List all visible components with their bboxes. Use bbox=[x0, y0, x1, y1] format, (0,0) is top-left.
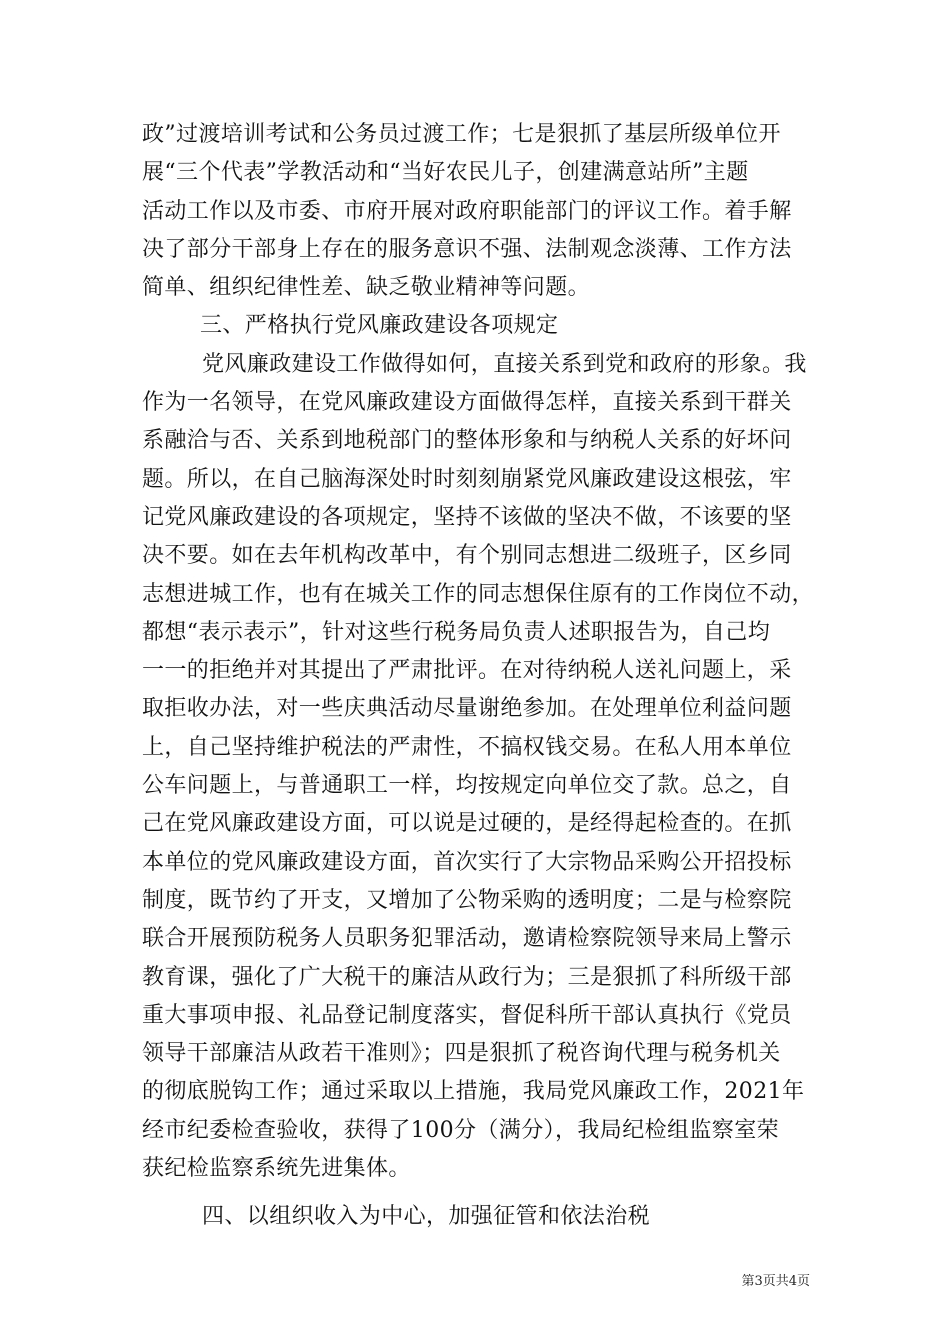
paragraph-line: 制度，既节约了开支，又增加了公物采购的透明度；二是与检察院 bbox=[142, 887, 792, 913]
paragraph-line: 记党风廉政建设的各项规定，坚持不该做的坚决不做，不该要的坚 bbox=[142, 504, 792, 530]
paragraph-line: 题。所以，在自己脑海深处时时刻刻崩紧党风廉政建设这根弦，牢 bbox=[142, 466, 792, 492]
text-line: 简单、组织纪律性差、缺乏敬业精神等问题。 bbox=[142, 275, 591, 301]
paragraph-line: 都想“表示表示”，针对这些行税务局负责人述职报告为，自己均 bbox=[142, 619, 771, 645]
paragraph-line: 本单位的党风廉政建设方面，首次实行了大宗物品采购公开招投标 bbox=[142, 849, 792, 875]
document-body bbox=[142, 116, 815, 1237]
paragraph-line: 公车问题上，与普通职工一样，均按规定向单位交了款。总之，自 bbox=[142, 773, 792, 799]
text-line: 展“三个代表”学教活动和“当好农民儿子，创建满意站所”主题 bbox=[142, 160, 749, 186]
paragraph-line: 的彻底脱钩工作；通过采取以上措施，我局党风廉政工作，2021年 bbox=[142, 1079, 805, 1105]
section-heading-3: 三、严格执行党风廉政建设各项规定 bbox=[200, 313, 559, 339]
paragraph-line: 获纪检监察系统先进集体。 bbox=[142, 1156, 411, 1182]
paragraph-line: 经市纪委检查验收，获得了100分（满分），我局纪检组监察室荣 bbox=[142, 1117, 779, 1143]
paragraph-line: 决不要。如在去年机构改革中，有个别同志想进二级班子，区乡同 bbox=[142, 543, 792, 569]
paragraph-line: 联合开展预防税务人员职务犯罪活动，邀请检察院领导来局上警示 bbox=[142, 926, 792, 952]
paragraph-line: 作为一名领导，在党风廉政建设方面做得怎样，直接关系到干群关 bbox=[142, 390, 792, 416]
paragraph-line: 教育课，强化了广大税干的廉洁从政行为；三是狠抓了科所级干部 bbox=[142, 964, 792, 990]
paragraph-line: 系融洽与否、关系到地税部门的整体形象和与纳税人关系的好坏问 bbox=[142, 428, 792, 454]
paragraph-line: 党风廉政建设工作做得如何，直接关系到党和政府的形象。我 bbox=[202, 351, 807, 377]
text-line: 政”过渡培训考试和公务员过渡工作；七是狠抓了基层所级单位开 bbox=[142, 122, 781, 147]
paragraph-line: 上，自己坚持维护税法的严肃性，不搞权钱交易。在私人用本单位 bbox=[142, 734, 792, 760]
text-line: 活动工作以及市委、市府开展对政府职能部门的评议工作。着手解 bbox=[142, 198, 792, 224]
paragraph-line: 一一的拒绝并对其提出了严肃批评。在对待纳税人送礼问题上，采 bbox=[142, 658, 792, 684]
paragraph-line: 己在党风廉政建设方面，可以说是过硬的，是经得起检查的。在抓 bbox=[142, 811, 792, 837]
text-line: 决了部分干部身上存在的服务意识不强、法制观念淡薄、工作方法 bbox=[142, 236, 792, 262]
paragraph-line: 重大事项申报、礼品登记制度落实，督促科所干部认真执行《党员 bbox=[142, 1002, 792, 1028]
page-number: 第3页共4页 bbox=[741, 1274, 810, 1289]
paragraph-line: 志想进城工作，也有在城关工作的同志想保住原有的工作岗位不动， bbox=[142, 581, 815, 607]
paragraph-line: 领导干部廉洁从政若干准则》；四是狠抓了税咨询代理与税务机关 bbox=[142, 1041, 781, 1067]
paragraph-line: 取拒收办法，对一些庆典活动尽量谢绝参加。在处理单位利益问题 bbox=[142, 696, 792, 722]
section-heading-4: 四、以组织收入为中心，加强征管和依法治税 bbox=[202, 1204, 651, 1230]
